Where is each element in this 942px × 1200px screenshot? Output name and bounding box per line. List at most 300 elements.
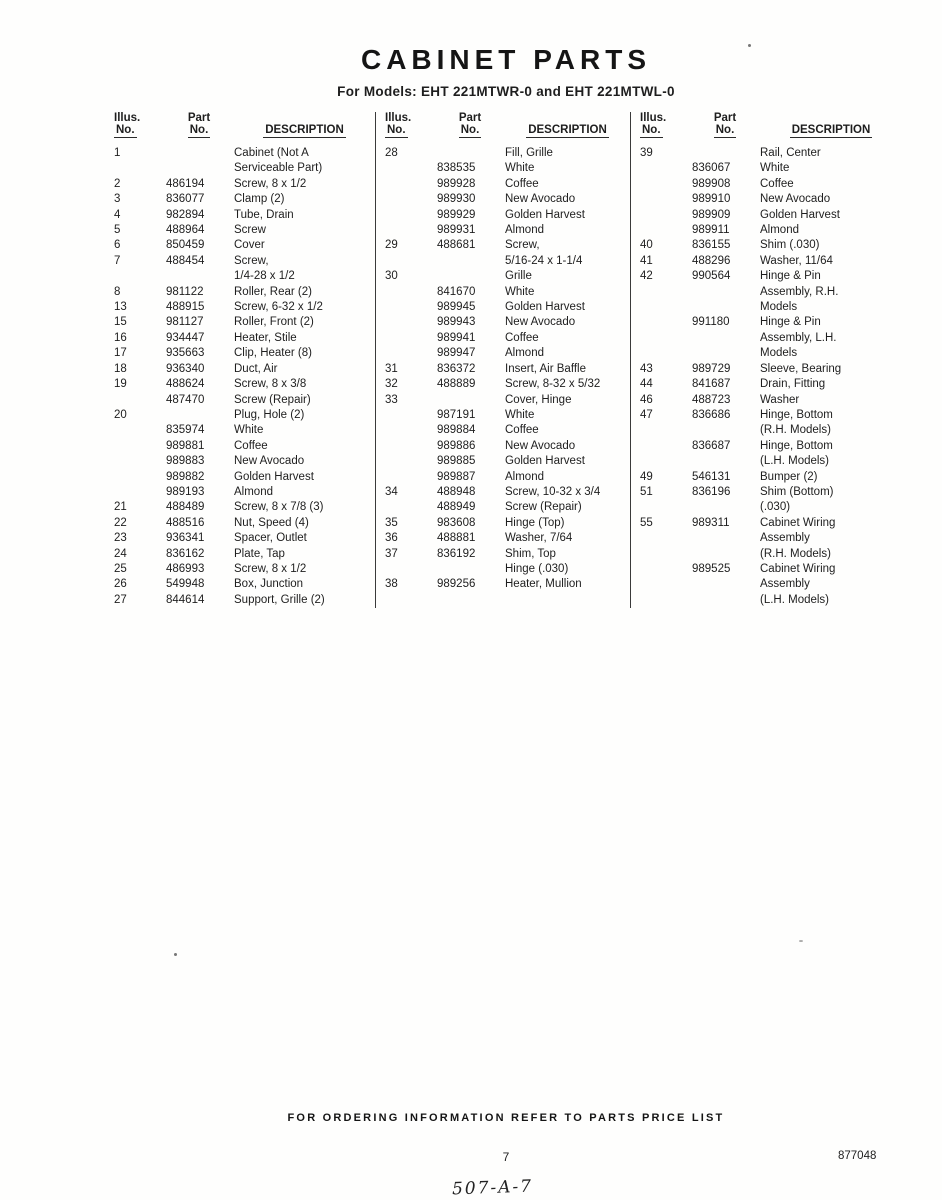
table-row	[383, 223, 630, 238]
part-no-cell: 935663	[166, 347, 205, 360]
table-row	[112, 146, 375, 161]
illus-no-cell	[383, 208, 437, 223]
part-no-cell: 488681	[437, 239, 476, 252]
illus-no-cell: 6	[114, 239, 121, 252]
part-no-cell	[692, 593, 760, 608]
table-row	[112, 192, 375, 207]
part-no-cell	[692, 331, 760, 346]
table-row	[112, 423, 375, 438]
description-cell: Rail, Center	[760, 147, 821, 159]
table-row	[112, 408, 375, 423]
illus-no-cell	[638, 439, 692, 454]
description-cell: Clamp (2)	[234, 193, 285, 206]
table-row	[112, 254, 375, 269]
part-no-cell: 838535	[437, 162, 476, 175]
illus-no-cell: 7	[114, 254, 121, 267]
part-no-cell: 836162	[166, 547, 205, 560]
illus-no-cell	[112, 485, 166, 500]
header-illus-no	[638, 112, 690, 138]
handwritten-mark: 507-A-7	[451, 1176, 534, 1200]
header-text: DESCRIPTION	[265, 124, 344, 136]
table-row	[383, 500, 630, 515]
parts-column-3	[630, 112, 902, 608]
table-row	[112, 439, 375, 454]
part-no-cell: 990564	[692, 270, 731, 283]
description-cell: (.030)	[760, 501, 791, 514]
illus-no-cell	[112, 269, 166, 284]
header-text: No.	[189, 124, 209, 136]
illus-no-cell: 36	[385, 532, 398, 545]
description-cell: Golden Harvest	[505, 208, 585, 221]
illus-no-cell: 20	[114, 408, 127, 421]
illus-no-cell	[638, 331, 692, 346]
table-row	[383, 547, 630, 562]
parts-column-2	[375, 112, 630, 608]
table-row	[112, 362, 375, 377]
illus-no-cell: 35	[385, 516, 398, 529]
part-no-cell: 989256	[437, 578, 476, 591]
header-text: No.	[387, 124, 406, 136]
illus-no-cell	[638, 177, 692, 192]
part-no-cell: 981122	[166, 285, 204, 298]
part-no-cell	[692, 300, 760, 315]
part-no-cell	[692, 547, 760, 562]
description-cell: Almond	[505, 470, 544, 483]
illus-no-cell: 32	[385, 378, 398, 391]
illus-no-cell: 13	[114, 301, 127, 314]
table-row	[383, 300, 630, 315]
table-body	[638, 146, 902, 608]
illus-no-cell	[112, 393, 166, 408]
illus-no-cell: 4	[114, 208, 121, 221]
part-no-cell: 989929	[437, 208, 476, 221]
description-cell: Plate, Tap	[234, 547, 285, 560]
table-row	[638, 177, 902, 192]
illus-no-cell	[383, 346, 437, 361]
table-row	[638, 331, 902, 346]
description-cell: Hinge, Bottom	[760, 408, 833, 421]
illus-no-cell: 29	[385, 239, 398, 252]
header-text: DESCRIPTION	[791, 124, 871, 136]
part-no-cell: 841687	[692, 378, 731, 391]
description-cell: Screw (Repair)	[234, 393, 311, 406]
part-no-cell: 989941	[437, 331, 476, 344]
header-text: No.	[642, 124, 661, 136]
table-row	[638, 285, 902, 300]
table-row	[112, 177, 375, 192]
header-text: Illus.	[114, 112, 141, 124]
table-row	[638, 547, 902, 562]
illus-no-cell	[638, 208, 692, 223]
part-no-cell: 488489	[166, 501, 205, 514]
illus-no-cell: 44	[640, 378, 653, 391]
part-no-cell: 989930	[437, 193, 476, 206]
illus-no-cell	[638, 423, 692, 438]
header-text: No.	[460, 124, 480, 136]
parts-column-1	[112, 112, 375, 608]
table-row	[112, 547, 375, 562]
illus-no-cell	[638, 192, 692, 207]
illus-no-cell	[383, 192, 437, 207]
description-cell: Roller, Front (2)	[234, 316, 314, 329]
table-row	[383, 408, 630, 423]
header-text: Illus.	[640, 112, 667, 124]
part-no-cell: 486993	[166, 562, 205, 575]
table-row	[638, 485, 902, 500]
illus-no-cell	[112, 423, 166, 438]
table-row	[638, 146, 902, 161]
table-row	[638, 531, 902, 546]
part-no-cell: 983608	[437, 516, 476, 529]
table-row	[638, 577, 902, 592]
table-row	[383, 331, 630, 346]
header-text: Part	[187, 112, 211, 124]
illus-no-cell: 15	[114, 316, 127, 329]
table-row	[638, 223, 902, 238]
description-cell: (R.H. Models)	[760, 547, 831, 560]
part-no-cell	[692, 531, 760, 546]
table-row	[112, 500, 375, 515]
table-row	[383, 577, 630, 592]
header-text: No.	[715, 124, 735, 136]
description-cell: New Avocado	[760, 193, 831, 206]
part-no-cell: 989945	[437, 301, 476, 314]
table-row	[383, 562, 630, 577]
table-row	[112, 516, 375, 531]
header-description	[505, 124, 630, 138]
table-row	[383, 161, 630, 176]
table-row	[112, 393, 375, 408]
description-cell: (L.H. Models)	[760, 593, 830, 606]
table-row	[638, 254, 902, 269]
illus-no-cell: 46	[640, 393, 653, 406]
illus-no-cell	[383, 470, 437, 485]
description-cell: Roller, Rear (2)	[234, 285, 312, 298]
description-cell: Golden Harvest	[505, 455, 585, 468]
part-no-cell	[692, 500, 760, 515]
part-no-cell	[437, 562, 505, 577]
illus-no-cell	[638, 161, 692, 176]
part-no-cell: 989886	[437, 439, 476, 452]
part-no-cell: 836077	[166, 193, 205, 206]
description-cell: Almond	[505, 224, 544, 237]
table-row	[112, 331, 375, 346]
illus-no-cell: 51	[640, 485, 653, 498]
part-no-cell: 836687	[692, 439, 731, 452]
table-row	[383, 346, 630, 361]
illus-no-cell	[383, 331, 437, 346]
description-cell: Grille	[505, 270, 532, 283]
description-cell: Coffee	[505, 331, 539, 344]
header-text: Part	[458, 112, 482, 124]
description-cell: Screw, 6-32 x 1/2	[234, 301, 323, 314]
part-no-cell: 487470	[166, 393, 205, 406]
scan-speck	[748, 44, 751, 47]
description-cell: Washer, 11/64	[760, 254, 833, 267]
description-cell: Golden Harvest	[234, 470, 314, 483]
description-cell: Cabinet Wiring	[760, 516, 836, 529]
part-no-cell	[692, 577, 760, 592]
description-cell: Plug, Hole (2)	[234, 408, 305, 421]
illus-no-cell	[638, 547, 692, 562]
table-row	[112, 562, 375, 577]
illus-no-cell	[638, 346, 692, 361]
part-no-cell: 546131	[692, 470, 731, 483]
table-row	[112, 485, 375, 500]
part-no-cell: 488723	[692, 393, 731, 406]
illus-no-cell	[383, 562, 437, 577]
part-no-cell: 989882	[166, 470, 205, 483]
part-no-cell: 989928	[437, 177, 476, 190]
description-cell: Shim, Top	[505, 547, 556, 560]
description-cell: Cabinet Wiring	[760, 562, 836, 575]
illus-no-cell: 55	[640, 516, 653, 529]
illus-no-cell: 25	[114, 562, 127, 575]
illus-no-cell: 33	[385, 393, 398, 406]
description-cell: Support, Grille (2)	[234, 593, 325, 606]
part-no-cell	[692, 423, 760, 438]
illus-no-cell: 42	[640, 270, 653, 283]
description-cell: Hinge & Pin	[760, 316, 821, 329]
description-cell: Sleeve, Bearing	[760, 362, 842, 375]
table-row	[638, 192, 902, 207]
part-no-cell: 488296	[692, 254, 731, 267]
illus-no-cell: 1	[114, 147, 121, 159]
illus-no-cell	[383, 177, 437, 192]
illus-no-cell: 5	[114, 224, 121, 237]
part-no-cell: 488516	[166, 516, 205, 529]
illus-no-cell	[383, 300, 437, 315]
table-header	[383, 112, 630, 138]
illus-no-cell: 38	[385, 578, 398, 591]
table-row	[112, 315, 375, 330]
illus-no-cell: 2	[114, 177, 121, 190]
illus-no-cell: 28	[385, 147, 398, 159]
table-row	[638, 269, 902, 284]
illus-no-cell: 22	[114, 516, 127, 529]
header-text: Illus.	[385, 112, 412, 124]
table-row	[112, 531, 375, 546]
illus-no-cell	[638, 500, 692, 515]
table-row	[383, 423, 630, 438]
description-cell: Box, Junction	[234, 578, 304, 591]
illus-no-cell: 27	[114, 593, 127, 606]
description-cell: 1/4-28 x 1/2	[234, 270, 295, 283]
description-cell: Drain, Fitting	[760, 378, 826, 391]
part-no-cell	[166, 161, 234, 176]
part-no-cell: 989909	[692, 208, 731, 221]
illus-no-cell: 24	[114, 547, 127, 560]
table-header	[112, 112, 375, 138]
description-cell: White	[505, 162, 535, 175]
part-no-cell: 488949	[437, 501, 476, 514]
illus-no-cell: 8	[114, 285, 121, 298]
table-row	[638, 562, 902, 577]
description-cell: Heater, Mullion	[505, 578, 582, 591]
illus-no-cell	[112, 439, 166, 454]
part-no-cell: 850459	[166, 239, 205, 252]
table-row	[638, 161, 902, 176]
illus-no-cell: 34	[385, 485, 398, 498]
illus-no-cell	[383, 423, 437, 438]
part-no-cell: 488964	[166, 224, 205, 237]
illus-no-cell	[383, 439, 437, 454]
part-no-cell: 981127	[166, 316, 204, 329]
header-description	[760, 124, 902, 138]
description-cell: Screw, 8-32 x 5/32	[505, 378, 601, 391]
parts-table	[112, 112, 902, 608]
part-no-cell: 989910	[692, 193, 731, 206]
description-cell: Shim (Bottom)	[760, 485, 834, 498]
part-no-cell: 936340	[166, 362, 205, 375]
part-no-cell	[166, 408, 234, 423]
part-no-cell: 488624	[166, 378, 205, 391]
part-no-cell: 486194	[166, 177, 205, 190]
description-cell: Assembly	[760, 578, 810, 591]
part-no-cell	[437, 269, 505, 284]
table-row	[112, 577, 375, 592]
description-cell: White	[505, 408, 535, 421]
illus-no-cell	[638, 300, 692, 315]
table-row	[638, 500, 902, 515]
part-no-cell: 989887	[437, 470, 476, 483]
table-body	[112, 146, 375, 608]
part-no-cell	[437, 393, 505, 408]
part-no-cell: 989885	[437, 455, 476, 468]
illus-no-cell: 18	[114, 362, 127, 375]
part-no-cell: 836155	[692, 239, 731, 252]
description-cell: Screw,	[234, 254, 269, 267]
table-row	[638, 454, 902, 469]
description-cell: Hinge (.030)	[505, 562, 569, 575]
part-no-cell: 488915	[166, 301, 205, 314]
part-no-cell: 989193	[166, 485, 205, 498]
part-no-cell	[166, 269, 234, 284]
table-row	[638, 393, 902, 408]
table-row	[383, 192, 630, 207]
part-no-cell	[692, 146, 760, 161]
description-cell: Assembly, R.H.	[760, 285, 839, 298]
header-text: Part	[713, 112, 737, 124]
description-cell: Bumper (2)	[760, 470, 818, 483]
description-cell: Heater, Stile	[234, 331, 297, 344]
description-cell: Fill, Grille	[505, 147, 553, 159]
illus-no-cell	[383, 223, 437, 238]
part-no-cell: 488889	[437, 378, 476, 391]
description-cell: Models	[760, 347, 798, 360]
illus-no-cell	[383, 161, 437, 176]
description-cell: Tube, Drain	[234, 208, 294, 221]
header-illus-no	[112, 112, 164, 138]
part-no-cell: 987191	[437, 408, 476, 421]
description-cell: Washer	[760, 393, 800, 406]
page-title: CABINET PARTS	[360, 44, 652, 75]
table-row	[383, 146, 630, 161]
illus-no-cell	[383, 285, 437, 300]
table-row	[383, 531, 630, 546]
table-row	[383, 238, 630, 253]
header-illus-no	[383, 112, 435, 138]
description-cell: Screw, 10-32 x 3/4	[505, 485, 601, 498]
description-cell: White	[760, 162, 790, 175]
part-no-cell: 989931	[437, 224, 476, 237]
page-number: 7	[502, 1150, 510, 1164]
description-cell: Golden Harvest	[505, 301, 585, 314]
illus-no-cell: 41	[640, 254, 653, 267]
illus-no-cell	[638, 285, 692, 300]
header-part-no	[164, 112, 234, 138]
illus-no-cell	[638, 531, 692, 546]
part-no-cell: 989311	[692, 516, 730, 529]
description-cell: Coffee	[760, 177, 794, 190]
document-number: 877048	[838, 1150, 877, 1162]
description-cell: Screw,	[505, 239, 540, 252]
illus-no-cell	[638, 454, 692, 469]
illus-no-cell	[638, 577, 692, 592]
table-row	[112, 223, 375, 238]
part-no-cell: 488948	[437, 485, 476, 498]
table-row	[383, 470, 630, 485]
table-row	[383, 362, 630, 377]
description-cell: 5/16-24 x 1-1/4	[505, 254, 583, 267]
illus-no-cell	[638, 562, 692, 577]
part-no-cell: 989881	[166, 439, 205, 452]
table-header	[638, 112, 902, 138]
description-cell: Models	[760, 301, 798, 314]
illus-no-cell: 26	[114, 578, 127, 591]
part-no-cell: 989908	[692, 177, 731, 190]
part-no-cell: 989883	[166, 455, 205, 468]
illus-no-cell	[638, 593, 692, 608]
description-cell: New Avocado	[234, 455, 305, 468]
table-row	[112, 470, 375, 485]
description-cell: Hinge, Bottom	[760, 439, 833, 452]
table-row	[638, 408, 902, 423]
header-description	[234, 124, 375, 138]
table-row	[383, 285, 630, 300]
description-cell: Screw (Repair)	[505, 501, 582, 514]
description-cell: Nut, Speed (4)	[234, 516, 309, 529]
description-cell: Assembly, L.H.	[760, 331, 837, 344]
illus-no-cell	[112, 454, 166, 469]
table-row	[638, 470, 902, 485]
description-cell: Almond	[234, 485, 273, 498]
part-no-cell	[692, 285, 760, 300]
part-no-cell: 488454	[166, 254, 205, 267]
part-no-cell: 989947	[437, 347, 476, 360]
illus-no-cell: 19	[114, 378, 127, 391]
table-row	[112, 208, 375, 223]
part-no-cell: 989943	[437, 316, 476, 329]
description-cell: (L.H. Models)	[760, 455, 830, 468]
illus-no-cell: 47	[640, 408, 653, 421]
description-cell: (R.H. Models)	[760, 424, 831, 437]
part-no-cell: 991180	[692, 316, 730, 329]
ordering-note: FOR ORDERING INFORMATION REFER TO PARTS PRICE LIST	[287, 1112, 725, 1124]
part-no-cell: 835974	[166, 424, 205, 437]
header-text: No.	[116, 124, 135, 136]
header-part-no	[435, 112, 505, 138]
description-cell: Screw, 8 x 7/8 (3)	[234, 501, 324, 514]
description-cell: New Avocado	[505, 439, 576, 452]
part-no-cell	[692, 346, 760, 361]
table-row	[638, 377, 902, 392]
table-row	[638, 300, 902, 315]
description-cell: Coffee	[505, 424, 539, 437]
table-row	[638, 315, 902, 330]
illus-no-cell	[383, 315, 437, 330]
table-row	[112, 346, 375, 361]
